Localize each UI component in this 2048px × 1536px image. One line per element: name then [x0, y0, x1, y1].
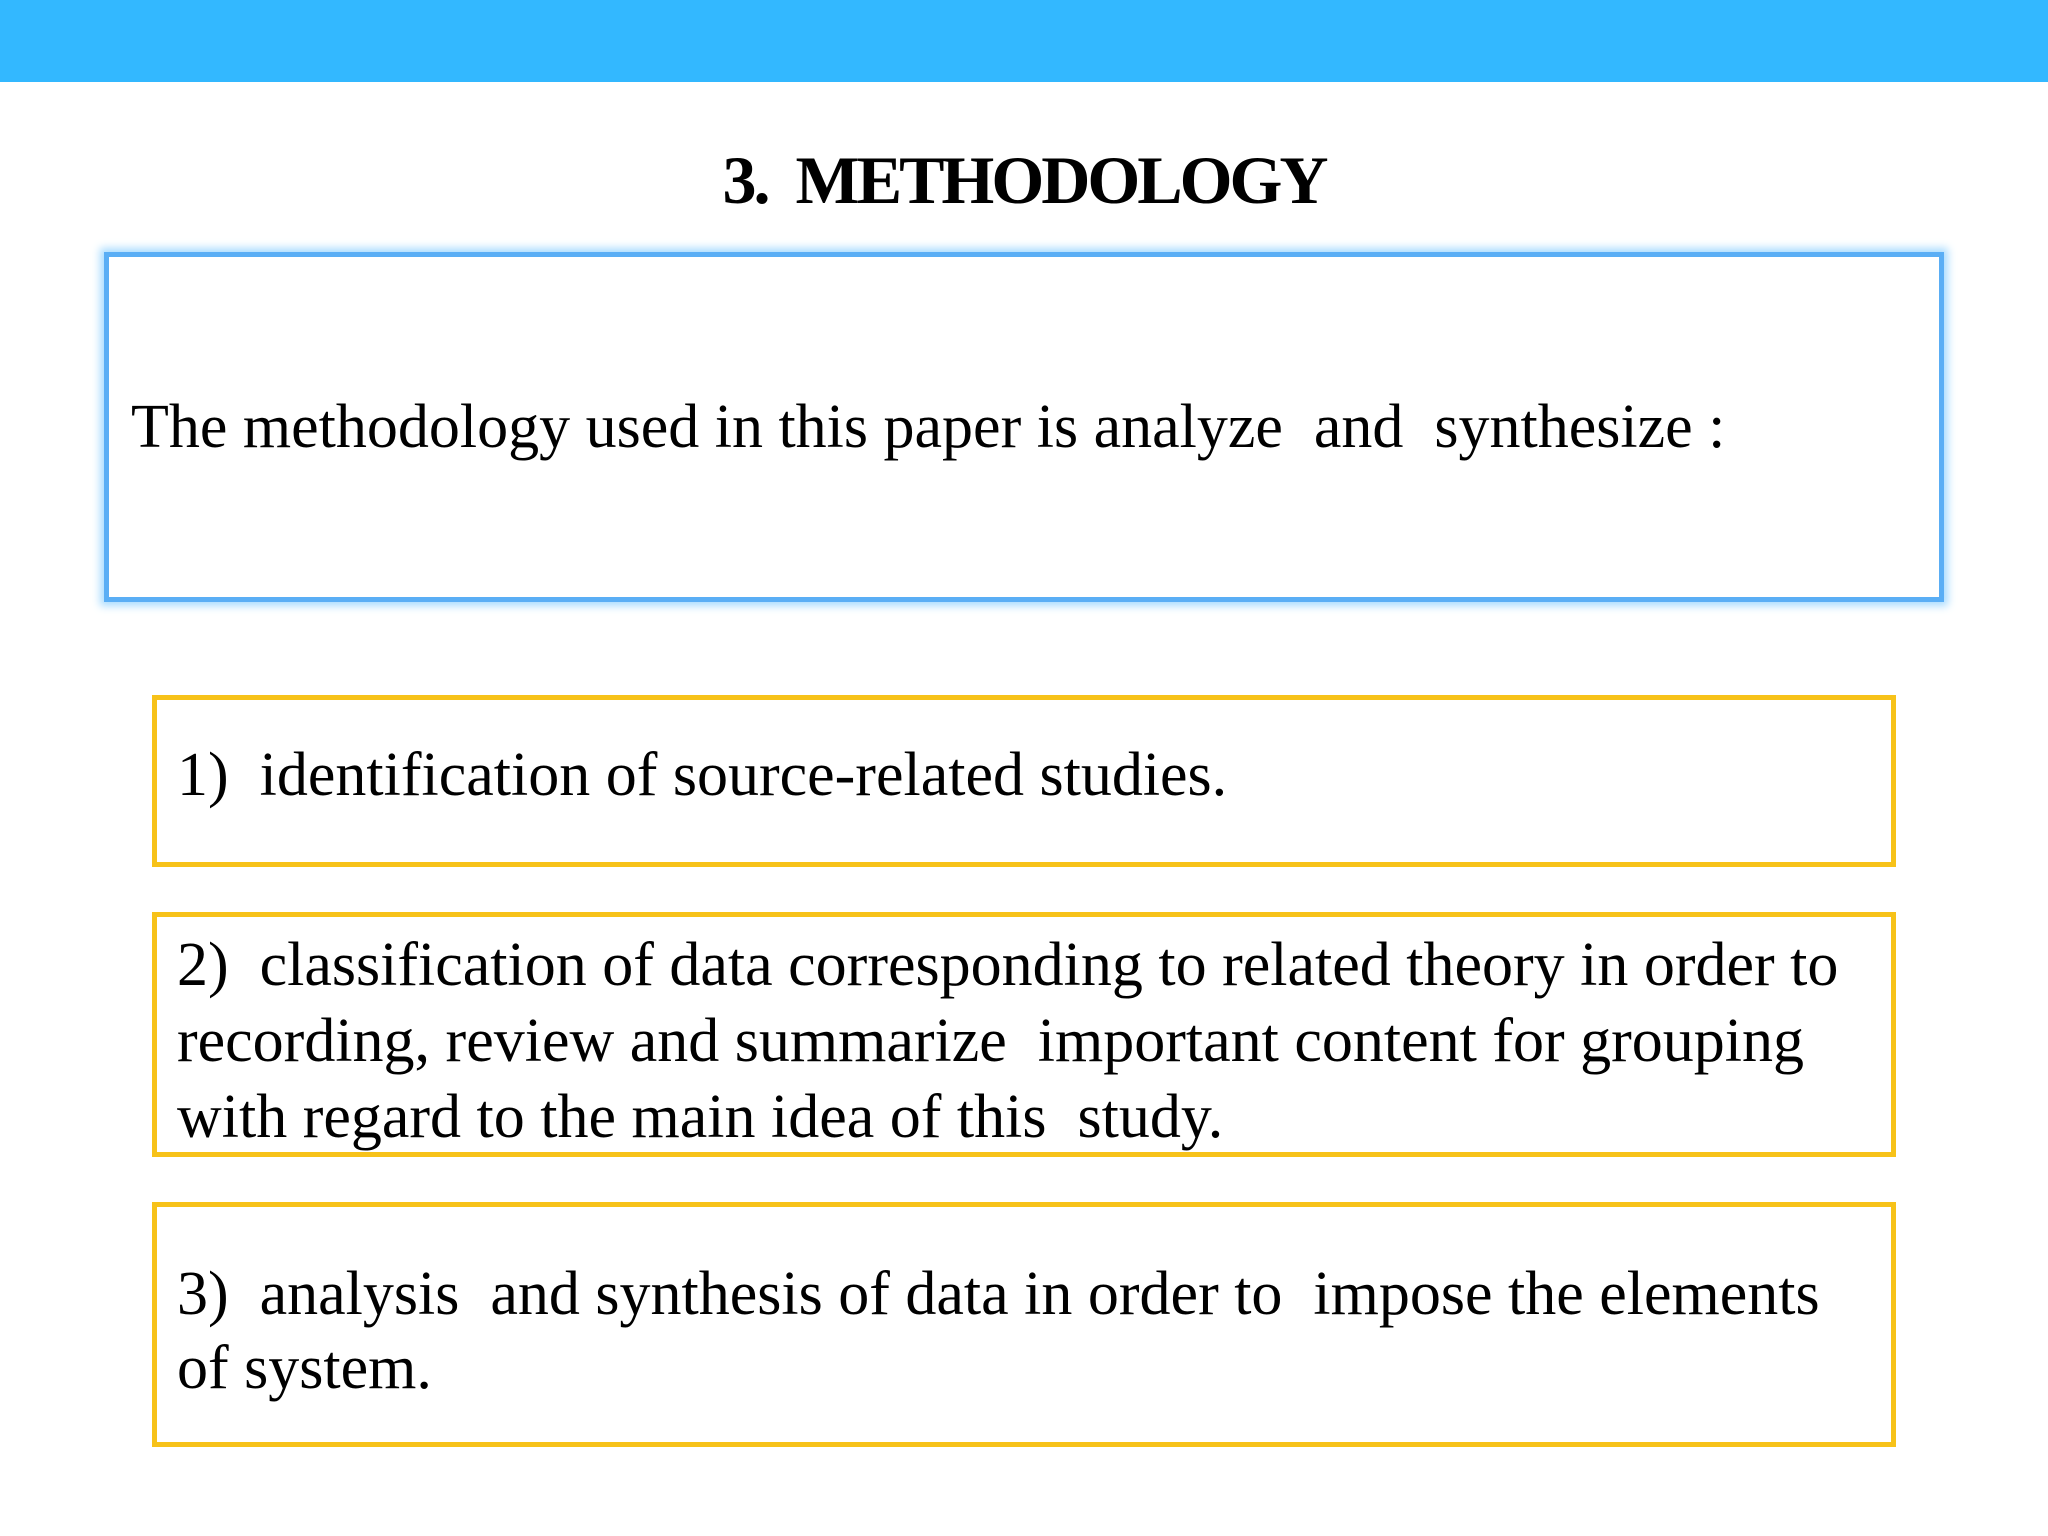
step-text-1: 1) identification of source-related studies. [177, 741, 1228, 809]
step-text-3: 3) analysis and synthesis of data in order to impose the elements of system. [177, 1260, 1836, 1402]
step-box-1 [152, 695, 1896, 867]
intro-text: The methodology used in this paper is analyze and synthesize : [131, 393, 1726, 461]
top-accent-bar [0, 0, 2048, 82]
step-box-3 [152, 1202, 1896, 1447]
step-text-2: 2) classification of data corresponding to related theory in order to recording, review and summarize important content for grouping with regard to the main idea of this study. [177, 931, 1854, 1151]
intro-box [104, 252, 1944, 602]
step-box-2 [152, 912, 1896, 1157]
slide-title: 3. METHODOLOGY [722, 142, 1326, 218]
